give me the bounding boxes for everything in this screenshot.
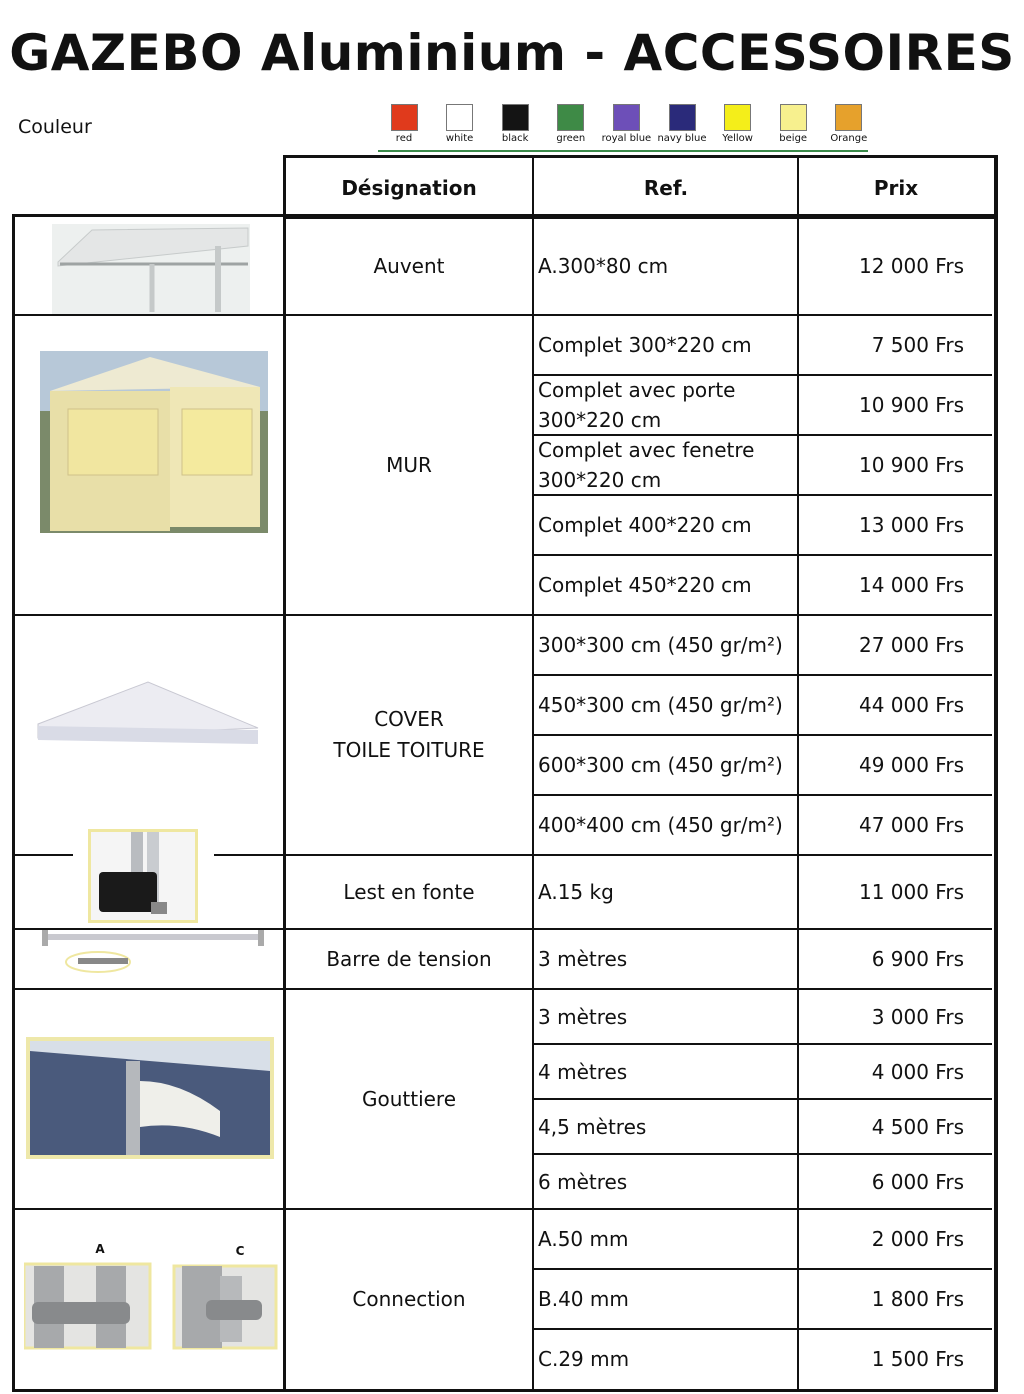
ref-cell: 3 mètres xyxy=(538,947,628,971)
ref-cell: 400*400 cm (450 gr/m²) xyxy=(538,813,783,837)
ref-cell: 600*300 cm (450 gr/m²) xyxy=(538,753,783,777)
designation-cell: Barre de tension xyxy=(326,946,492,971)
price-cell: 11 000 Frs xyxy=(858,880,964,904)
price-cell: 7 500 Frs xyxy=(871,333,964,357)
color-swatches xyxy=(378,104,868,154)
swatch-name: green xyxy=(556,133,586,144)
swatch-name: beige xyxy=(779,133,808,144)
connection-label-c: C xyxy=(235,1244,245,1258)
ref-cell: Complet avec fenetre 300*220 cm xyxy=(538,438,755,492)
header-prix: Prix xyxy=(873,176,919,200)
swatch-color-box xyxy=(557,104,584,131)
ref-cell: A.300*80 cm xyxy=(538,254,669,278)
group-divider xyxy=(15,854,73,856)
swatch-green xyxy=(543,104,599,144)
price-cell: 10 900 Frs xyxy=(858,453,964,477)
price-cell: 49 000 Frs xyxy=(858,753,964,777)
ref-cell: 450*300 cm (450 gr/m²) xyxy=(538,693,783,717)
page-title: GAZEBO Aluminium - ACCESSOIRES xyxy=(9,24,1015,82)
price-cell: 1 800 Frs xyxy=(871,1287,964,1311)
swatch-orange xyxy=(821,104,877,144)
ref-cell: 3 mètres xyxy=(538,1004,628,1029)
header-frame xyxy=(283,155,998,219)
swatch-royal-blue xyxy=(598,104,654,144)
swatch-black xyxy=(487,104,543,144)
swatch-beige xyxy=(765,104,821,144)
ref-cell: A.50 mm xyxy=(538,1227,629,1251)
ref-cell: 4,5 mètres xyxy=(538,1114,647,1139)
connection-label-a: A xyxy=(95,1242,105,1256)
swatch-name: navy blue xyxy=(657,133,707,144)
ref-cell: C.29 mm xyxy=(538,1347,630,1371)
designation-cell: MUR xyxy=(386,452,432,477)
ref-cell: Complet 300*220 cm xyxy=(538,333,752,357)
column-divider xyxy=(797,158,799,1390)
price-cell: 1 500 Frs xyxy=(871,1347,964,1371)
swatch-color-box xyxy=(613,104,640,131)
header-ref: Ref. xyxy=(643,176,689,200)
price-cell: 44 000 Frs xyxy=(858,693,964,717)
ref-cell: Complet 450*220 cm xyxy=(538,573,752,597)
swatch-name: black xyxy=(501,133,529,144)
price-cell: 27 000 Frs xyxy=(858,633,964,657)
price-cell: 4 000 Frs xyxy=(871,1059,964,1084)
swatch-white xyxy=(432,104,488,144)
swatch-name: Orange xyxy=(830,133,868,144)
designation-cell: Gouttiere xyxy=(361,1086,457,1111)
price-cell: 2 000 Frs xyxy=(871,1227,964,1251)
swatch-name: white xyxy=(445,133,474,144)
ref-cell: Complet avec porte 300*220 cm xyxy=(538,378,736,432)
ref-cell: A.15 kg xyxy=(538,880,614,904)
swatch-underline xyxy=(378,150,868,152)
designation-cell: Lest en fonte xyxy=(343,879,475,904)
price-cell: 4 500 Frs xyxy=(871,1114,964,1139)
swatch-name: royal blue xyxy=(601,133,652,144)
price-cell: 6 000 Frs xyxy=(871,1169,964,1194)
swatch-color-box xyxy=(724,104,751,131)
swatch-color-box xyxy=(502,104,529,131)
color-label: Couleur xyxy=(18,116,92,138)
ref-cell: 6 mètres xyxy=(538,1169,628,1194)
designation-cell: Auvent xyxy=(373,253,445,278)
swatch-navy-blue xyxy=(654,104,710,144)
price-cell: 13 000 Frs xyxy=(858,513,964,537)
header-designation: Désignation xyxy=(341,176,477,200)
swatch-color-box xyxy=(391,104,418,131)
price-cell: 10 900 Frs xyxy=(858,393,964,417)
ref-cell: 4 mètres xyxy=(538,1059,628,1084)
swatch-red xyxy=(376,104,432,144)
price-cell: 47 000 Frs xyxy=(858,813,964,837)
swatch-color-box xyxy=(669,104,696,131)
price-cell: 14 000 Frs xyxy=(858,573,964,597)
designation-cell: COVER TOILE TOITURE xyxy=(333,707,485,762)
swatch-name: Yellow xyxy=(722,133,753,144)
swatch-name: red xyxy=(395,133,413,144)
price-cell: 12 000 Frs xyxy=(858,254,964,278)
price-cell: 3 000 Frs xyxy=(871,1004,964,1029)
ref-cell: Complet 400*220 cm xyxy=(538,513,752,537)
swatch-yellow xyxy=(710,104,766,144)
swatch-color-box xyxy=(446,104,473,131)
ref-cell: B.40 mm xyxy=(538,1287,629,1311)
swatch-color-box xyxy=(835,104,862,131)
designation-cell: Connection xyxy=(352,1286,466,1311)
swatch-color-box xyxy=(780,104,807,131)
ref-cell: 300*300 cm (450 gr/m²) xyxy=(538,633,783,657)
price-cell: 6 900 Frs xyxy=(871,947,964,971)
